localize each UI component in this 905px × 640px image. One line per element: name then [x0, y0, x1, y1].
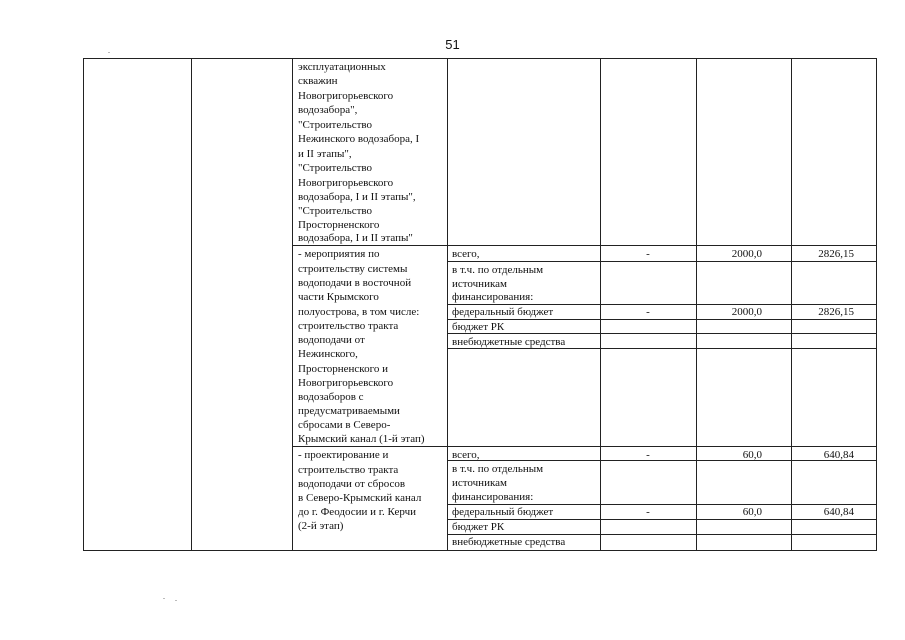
- scan-speck: [163, 598, 165, 599]
- row-label-sources: в т.ч. по отдельным: [452, 264, 544, 276]
- list-item: Нежинского водозабора, I: [298, 133, 420, 145]
- table-border-left: [83, 58, 84, 550]
- measure-description: Нежинского,: [298, 348, 358, 360]
- measure-description: водозаборов с: [298, 391, 364, 403]
- value-col1: -: [646, 449, 650, 461]
- list-item: "Строительство: [298, 205, 373, 217]
- scan-speck: [175, 600, 177, 601]
- list-item: Просторненского: [298, 219, 380, 231]
- row-label-regional: бюджет РК: [452, 521, 505, 533]
- value-col2: 2000,0: [731, 306, 762, 318]
- list-item: и II этапы",: [298, 148, 352, 160]
- row-label-regional: бюджет РК: [452, 321, 505, 333]
- value-col3: 640,84: [823, 449, 854, 461]
- measure-description: до г. Феодосии и г. Керчи: [298, 506, 417, 518]
- measure-description: строительство тракта: [298, 320, 399, 332]
- column-divider: [292, 58, 293, 550]
- column-divider: [191, 58, 192, 550]
- row-label-sources: источникам: [452, 278, 507, 290]
- list-item: водозабора, I и II этапы": [298, 232, 413, 244]
- list-item: водозабора",: [298, 104, 358, 116]
- row-label-total: всего,: [452, 449, 480, 461]
- subrow-line: [447, 333, 877, 334]
- measure-description: Крымский канал (1-й этап): [298, 433, 425, 445]
- row-label-offbudget: внебюджетные средства: [452, 336, 566, 348]
- value-col3: 640,84: [823, 506, 854, 518]
- measure-description: сбросами в Северо-: [298, 419, 391, 431]
- row-label-total: всего,: [452, 248, 480, 260]
- value-col1: -: [646, 506, 650, 518]
- value-col1: -: [646, 306, 650, 318]
- subrow-line: [447, 319, 877, 320]
- subrow-line: [447, 261, 877, 262]
- value-col2: 60,0: [742, 449, 762, 461]
- page-number: 51: [445, 37, 460, 52]
- value-col3: 2826,15: [818, 248, 854, 260]
- row-label-sources: источникам: [452, 477, 507, 489]
- measure-description: в Северо-Крымский канал: [298, 492, 422, 504]
- measure-description: - мероприятия по: [298, 248, 380, 260]
- scan-speck: [108, 52, 110, 53]
- row-label-sources: в т.ч. по отдельным: [452, 463, 544, 475]
- row-label-sources: финансирования:: [452, 291, 534, 303]
- value-col2: 60,0: [742, 506, 762, 518]
- measure-description: полуострова, в том числе:: [298, 306, 420, 318]
- measure-description: водоподачи от: [298, 334, 365, 346]
- list-item: "Строительство: [298, 162, 373, 174]
- list-item: Новогригорьевского: [298, 177, 394, 189]
- measure-description: - проектирование и: [298, 449, 389, 461]
- measure-description: Просторненского и: [298, 363, 388, 375]
- row-label-sources: финансирования:: [452, 491, 534, 503]
- measure-description: строительству системы: [298, 263, 408, 275]
- measure-description: предусматриваемыми: [298, 405, 400, 417]
- row-separator: [292, 446, 877, 447]
- list-item: Новогригорьевского: [298, 90, 394, 102]
- table-border-bottom: [83, 550, 877, 551]
- measure-description: водоподачи от сбросов: [298, 478, 406, 490]
- list-item: скважин: [298, 75, 338, 87]
- table-border-top: [83, 58, 877, 59]
- list-item: эксплуатационных: [298, 61, 386, 73]
- list-item: "Строительство: [298, 119, 373, 131]
- value-col1: -: [646, 248, 650, 260]
- measure-description: Новогригорьевского: [298, 377, 394, 389]
- value-col2: 2000,0: [731, 248, 762, 260]
- row-label-federal: федеральный бюджет: [452, 306, 554, 318]
- row-separator: [292, 245, 877, 246]
- subrow-line: [447, 519, 877, 520]
- value-col3: 2826,15: [818, 306, 854, 318]
- list-item: водозабора, I и II этапы",: [298, 191, 416, 203]
- measure-description: водоподачи в восточной: [298, 277, 412, 289]
- measure-description: строительство тракта: [298, 464, 399, 476]
- measure-description: (2-й этап): [298, 520, 344, 532]
- measure-description: части Крымского: [298, 291, 379, 303]
- row-label-offbudget: внебюджетные средства: [452, 536, 566, 548]
- row-label-federal: федеральный бюджет: [452, 506, 554, 518]
